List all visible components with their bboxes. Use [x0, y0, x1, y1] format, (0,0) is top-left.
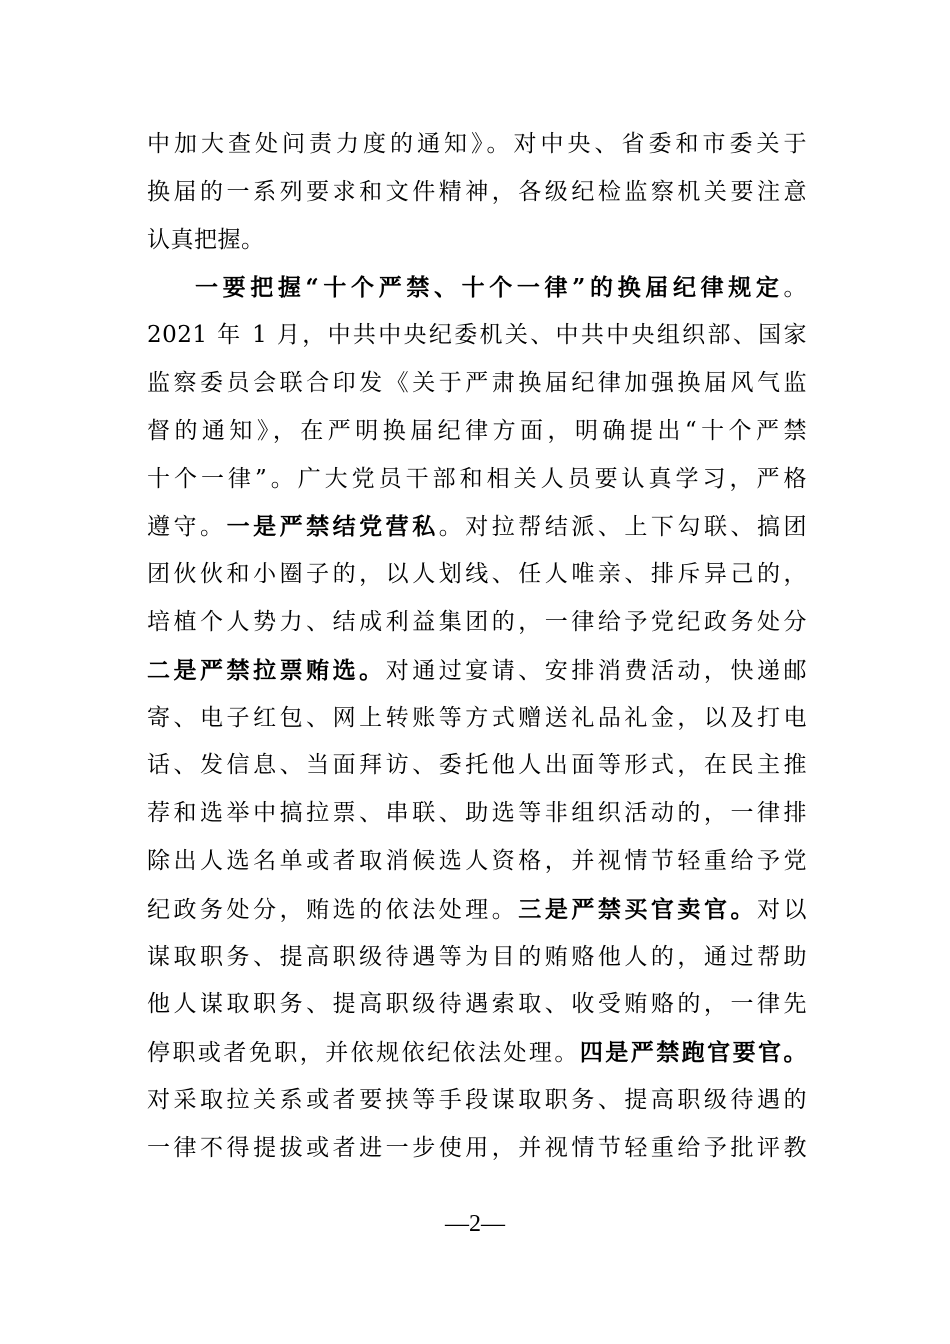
text-line: [147, 1077, 807, 1125]
line-text: 团伙伙和小圈子的，以人划线、任人唯亲、排斥异己的，: [147, 561, 807, 588]
line-text: 对以: [756, 896, 807, 923]
line-text: 对采取拉关系或者要挟等手段谋取职务、提高职级待遇的: [147, 1086, 807, 1113]
bold-point-2: 二是严禁拉票贿选。: [147, 656, 386, 684]
line-text: 他人谋取职务、提高职级待遇索取、收受贿赂的，一律先: [147, 991, 807, 1018]
line-text: 对通过宴请、安排消费活动，快递邮: [385, 657, 807, 684]
text-line: [147, 742, 807, 790]
text-line: [147, 981, 807, 1029]
section-heading-line: [147, 264, 807, 312]
text-line: [147, 503, 807, 551]
line-text: 监察委员会联合印发《关于严肃换届纪律加强换届风气监: [147, 369, 807, 396]
line-text: 一律不得提拔或者进一步使用，并视情节轻重给予批评教: [147, 1134, 807, 1161]
document-body: [147, 121, 807, 1173]
line-text: 换届的一系列要求和文件精神，各级纪检监察机关要注意: [147, 178, 807, 205]
line-text: 寄、电子红包、网上转账等方式赠送礼品礼金，以及打电: [147, 704, 807, 731]
line-text: 培植个人势力、结成利益集团的，一律给予党纪政务处分: [147, 608, 807, 635]
text-line: [147, 1029, 807, 1077]
line-text: 2021 年 1 月，中共中央纪委机关、中共中央组织部、国家: [147, 322, 807, 349]
line-text: 纪政务处分，贿选的依法处理。: [147, 896, 519, 923]
text-line: [147, 456, 807, 504]
text-line: [147, 121, 807, 169]
line-text: 谋取职务、提高职级待遇等为目的贿赂他人的，通过帮助: [147, 943, 807, 970]
line-text: 。对拉帮结派、上下勾联、搞团: [438, 514, 807, 541]
text-line: [147, 838, 807, 886]
text-line: [147, 695, 807, 743]
text-line: [147, 360, 807, 408]
text-line: [147, 886, 807, 934]
text-line: [147, 408, 807, 456]
text-line: [147, 647, 807, 695]
line-text: 认真把握。: [147, 226, 265, 253]
line-text: 中加大查处问责力度的通知》。对中央、省委和市委关于: [147, 131, 807, 157]
section-heading-text: 一要把握“十个严禁、十个一律”的换届纪律规定: [195, 274, 784, 302]
text-line: [147, 312, 807, 360]
page-number: —2—: [445, 1211, 505, 1237]
text-line: [147, 169, 807, 217]
line-text: 除出人选名单或者取消候选人资格，并视情节轻重给予党: [147, 847, 807, 874]
line-text: 督的通知》，在严明换届纪律方面，明确提出“十个严禁: [147, 417, 807, 444]
text-line: [147, 1125, 807, 1173]
text-line: [147, 790, 807, 838]
line-text: 话、发信息、当面拜访、委托他人出面等形式，在民主推: [147, 752, 807, 779]
paragraph-1: [147, 121, 807, 264]
line-text: 停职或者免职，并依规依纪依法处理。: [147, 1040, 580, 1067]
bold-point-1: 一是严禁结党营私: [226, 513, 439, 541]
bold-point-3: 三是严禁买官卖官。: [518, 895, 757, 923]
text-line: [147, 599, 807, 647]
text-line: [147, 934, 807, 982]
line-text: 遵守。: [147, 514, 227, 541]
line-text: 。: [783, 275, 807, 302]
text-line: [147, 217, 807, 265]
bold-point-4: 四是严禁跑官要官。: [579, 1039, 807, 1067]
text-line: [147, 551, 807, 599]
line-text: 十个一律”。广大党员干部和相关人员要认真学习，严格: [147, 465, 807, 492]
line-text: 荐和选举中搞拉票、串联、助选等非组织活动的，一律排: [147, 800, 807, 827]
paragraph-2: [147, 264, 807, 1172]
